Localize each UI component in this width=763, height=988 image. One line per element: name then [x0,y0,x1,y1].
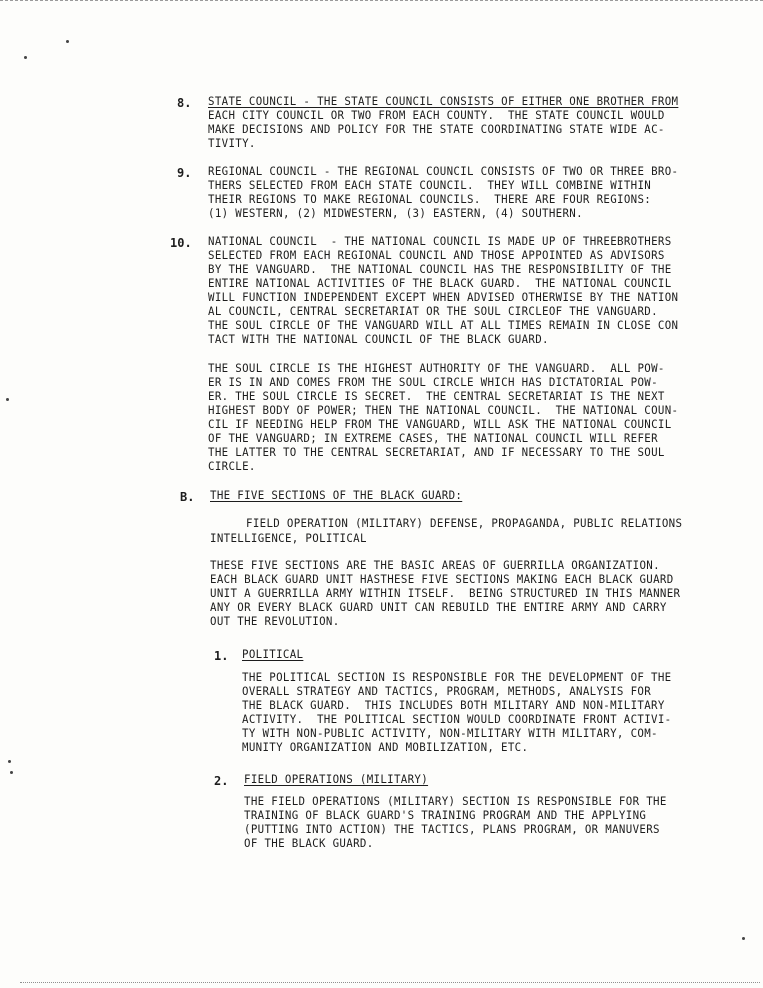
section-8-line-1 [208,94,678,108]
section-b-heading [210,488,462,502]
soul-circle-line-8: CIRCLE. [208,459,256,473]
section-8-line-4: TIVITY. [208,136,256,150]
field-ops-line-4: OF THE BLACK GUARD. [244,836,374,850]
subsection-1-heading [242,647,303,661]
page-top-edge [0,0,763,5]
soul-circle-line-4: HIGHEST BODY OF POWER; THEN THE NATIONAL COUNCIL. THE NATIONAL COUN- [208,403,679,417]
field-ops-line-2: TRAINING OF BLACK GUARD'S TRAINING PROGRAM AND THE APPLYING [244,808,647,822]
guerrilla-para-line-5: OUT THE REVOLUTION. [210,614,340,628]
guerrilla-para-line-4: ANY OR EVERY BLACK GUARD UNIT CAN REBUILD THE ENTIRE ARMY AND CARRY [210,600,667,614]
guerrilla-para-line-2: EACH BLACK GUARD UNIT HASTHESE FIVE SECTIONS MAKING EACH BLACK GUARD [210,572,674,586]
section-10-line-7: THE SOUL CIRCLE OF THE VANGUARD WILL AT ALL TIMES REMAIN IN CLOSE CON [208,318,679,332]
five-sections-list-line-1: FIELD OPERATION (MILITARY) DEFENSE, PROPAGANDA, PUBLIC RELATIONS [246,516,683,530]
subsection-1-number: 1. [214,649,229,663]
guerrilla-para-line-3: UNIT A GUERRILLA ARMY WITHIN ITSELF. BEING STRUCTURED IN THIS MANNER [210,586,681,600]
political-line-5: TY WITH NON-PUBLIC ACTIVITY, NON-MILITARY WITH MILITARY, COM- [242,726,658,740]
scan-speck [742,937,745,940]
subsection-1-heading-text: POLITICAL [242,647,304,661]
section-10-line-1: NATIONAL COUNCIL - THE NATIONAL COUNCIL IS MADE UP OF THREEBROTHERS [208,234,672,248]
section-9-line-4: (1) WESTERN, (2) MIDWESTERN, (3) EASTERN, (4) SOUTHERN. [208,206,583,220]
field-ops-line-1: THE FIELD OPERATIONS (MILITARY) SECTION IS RESPONSIBLE FOR THE [244,794,667,808]
section-9-line-3: THEIR REGIONS TO MAKE REGIONAL COUNCILS. THERE ARE FOUR REGIONS: [208,192,652,206]
political-line-3: THE BLACK GUARD. THIS INCLUDES BOTH MILITARY AND NON-MILITARY [242,698,665,712]
soul-circle-line-6: OF THE VANGUARD; IN EXTREME CASES, THE NATIONAL COUNCIL WILL REFER [208,431,658,445]
scan-speck [24,56,27,59]
soul-circle-line-3: ER. THE SOUL CIRCLE IS SECRET. THE CENTRAL SECRETARIAT IS THE NEXT [208,389,665,403]
scan-speck [6,398,9,401]
section-9-number: 9. [177,166,192,180]
soul-circle-line-7: THE LATTER TO THE CENTRAL SECRETARIAT, AND IF NECESSARY TO THE SOUL [208,445,665,459]
political-line-4: ACTIVITY. THE POLITICAL SECTION WOULD COORDINATE FRONT ACTIVI- [242,712,672,726]
subsection-2-heading [244,772,428,786]
political-line-2: OVERALL STRATEGY AND TACTICS, PROGRAM, METHODS, ANALYSIS FOR [242,684,652,698]
section-10-line-6: AL COUNCIL, CENTRAL SECRETARIAT OR THE SOUL CIRCLEOF THE VANGUARD. [208,304,658,318]
section-8-heading-underline: STATE COUNCIL - THE STATE COUNCIL CONSISTS OF EITHER ONE BROTHER FROM [208,94,679,108]
section-10-line-3: BY THE VANGUARD. THE NATIONAL COUNCIL HAS THE RESPONSIBILITY OF THE [208,262,672,276]
political-line-6: MUNITY ORGANIZATION AND MOBILIZATION, ETC. [242,740,529,754]
scan-speck [8,760,11,763]
section-b-heading-text: THE FIVE SECTIONS OF THE BLACK GUARD: [210,488,463,502]
political-line-1: THE POLITICAL SECTION IS RESPONSIBLE FOR THE DEVELOPMENT OF THE [242,670,672,684]
section-8-number: 8. [177,96,192,110]
soul-circle-line-1: THE SOUL CIRCLE IS THE HIGHEST AUTHORITY OF THE VANGUARD. ALL POW- [208,361,665,375]
guerrilla-para-line-1: THESE FIVE SECTIONS ARE THE BASIC AREAS OF GUERRILLA ORGANIZATION. [210,558,660,572]
subsection-2-heading-text: FIELD OPERATIONS (MILITARY) [244,772,429,786]
scan-speck [10,771,13,774]
section-10-number: 10. [170,236,192,250]
field-ops-line-3: (PUTTING INTO ACTION) THE TACTICS, PLANS PROGRAM, OR MANUVERS [244,822,660,836]
scan-speck [66,40,69,43]
section-9-line-1: REGIONAL COUNCIL - THE REGIONAL COUNCIL CONSISTS OF TWO OR THREE BRO- [208,164,679,178]
section-10-line-2: SELECTED FROM EACH REGIONAL COUNCIL AND THOSE APPOINTED AS ADVISORS [208,248,665,262]
soul-circle-line-2: ER IS IN AND COMES FROM THE SOUL CIRCLE WHICH HAS DICTATORIAL POW- [208,375,658,389]
section-8-line-2: EACH CITY COUNCIL OR TWO FROM EACH COUNTY. THE STATE COUNCIL WOULD [208,108,665,122]
subsection-2-number: 2. [214,774,229,788]
section-8-line-3: MAKE DECISIONS AND POLICY FOR THE STATE COORDINATING STATE WIDE AC- [208,122,665,136]
section-10-line-8: TACT WITH THE NATIONAL COUNCIL OF THE BLACK GUARD. [208,332,549,346]
section-b-letter: B. [180,490,195,504]
section-9-line-2: THERS SELECTED FROM EACH STATE COUNCIL. THEY WILL COMBINE WITHIN [208,178,652,192]
soul-circle-line-5: CIL IF NEEDING HELP FROM THE VANGUARD, WILL ASK THE NATIONAL COUNCIL [208,417,672,431]
page-bottom-edge [20,982,760,985]
section-10-line-5: WILL FUNCTION INDEPENDENT EXCEPT WHEN ADVISED OTHERWISE BY THE NATION [208,290,679,304]
section-10-line-4: ENTIRE NATIONAL ACTIVITIES OF THE BLACK GUARD. THE NATIONAL COUNCIL [208,276,672,290]
five-sections-list-line-2: INTELLIGENCE, POLITICAL [210,531,367,545]
